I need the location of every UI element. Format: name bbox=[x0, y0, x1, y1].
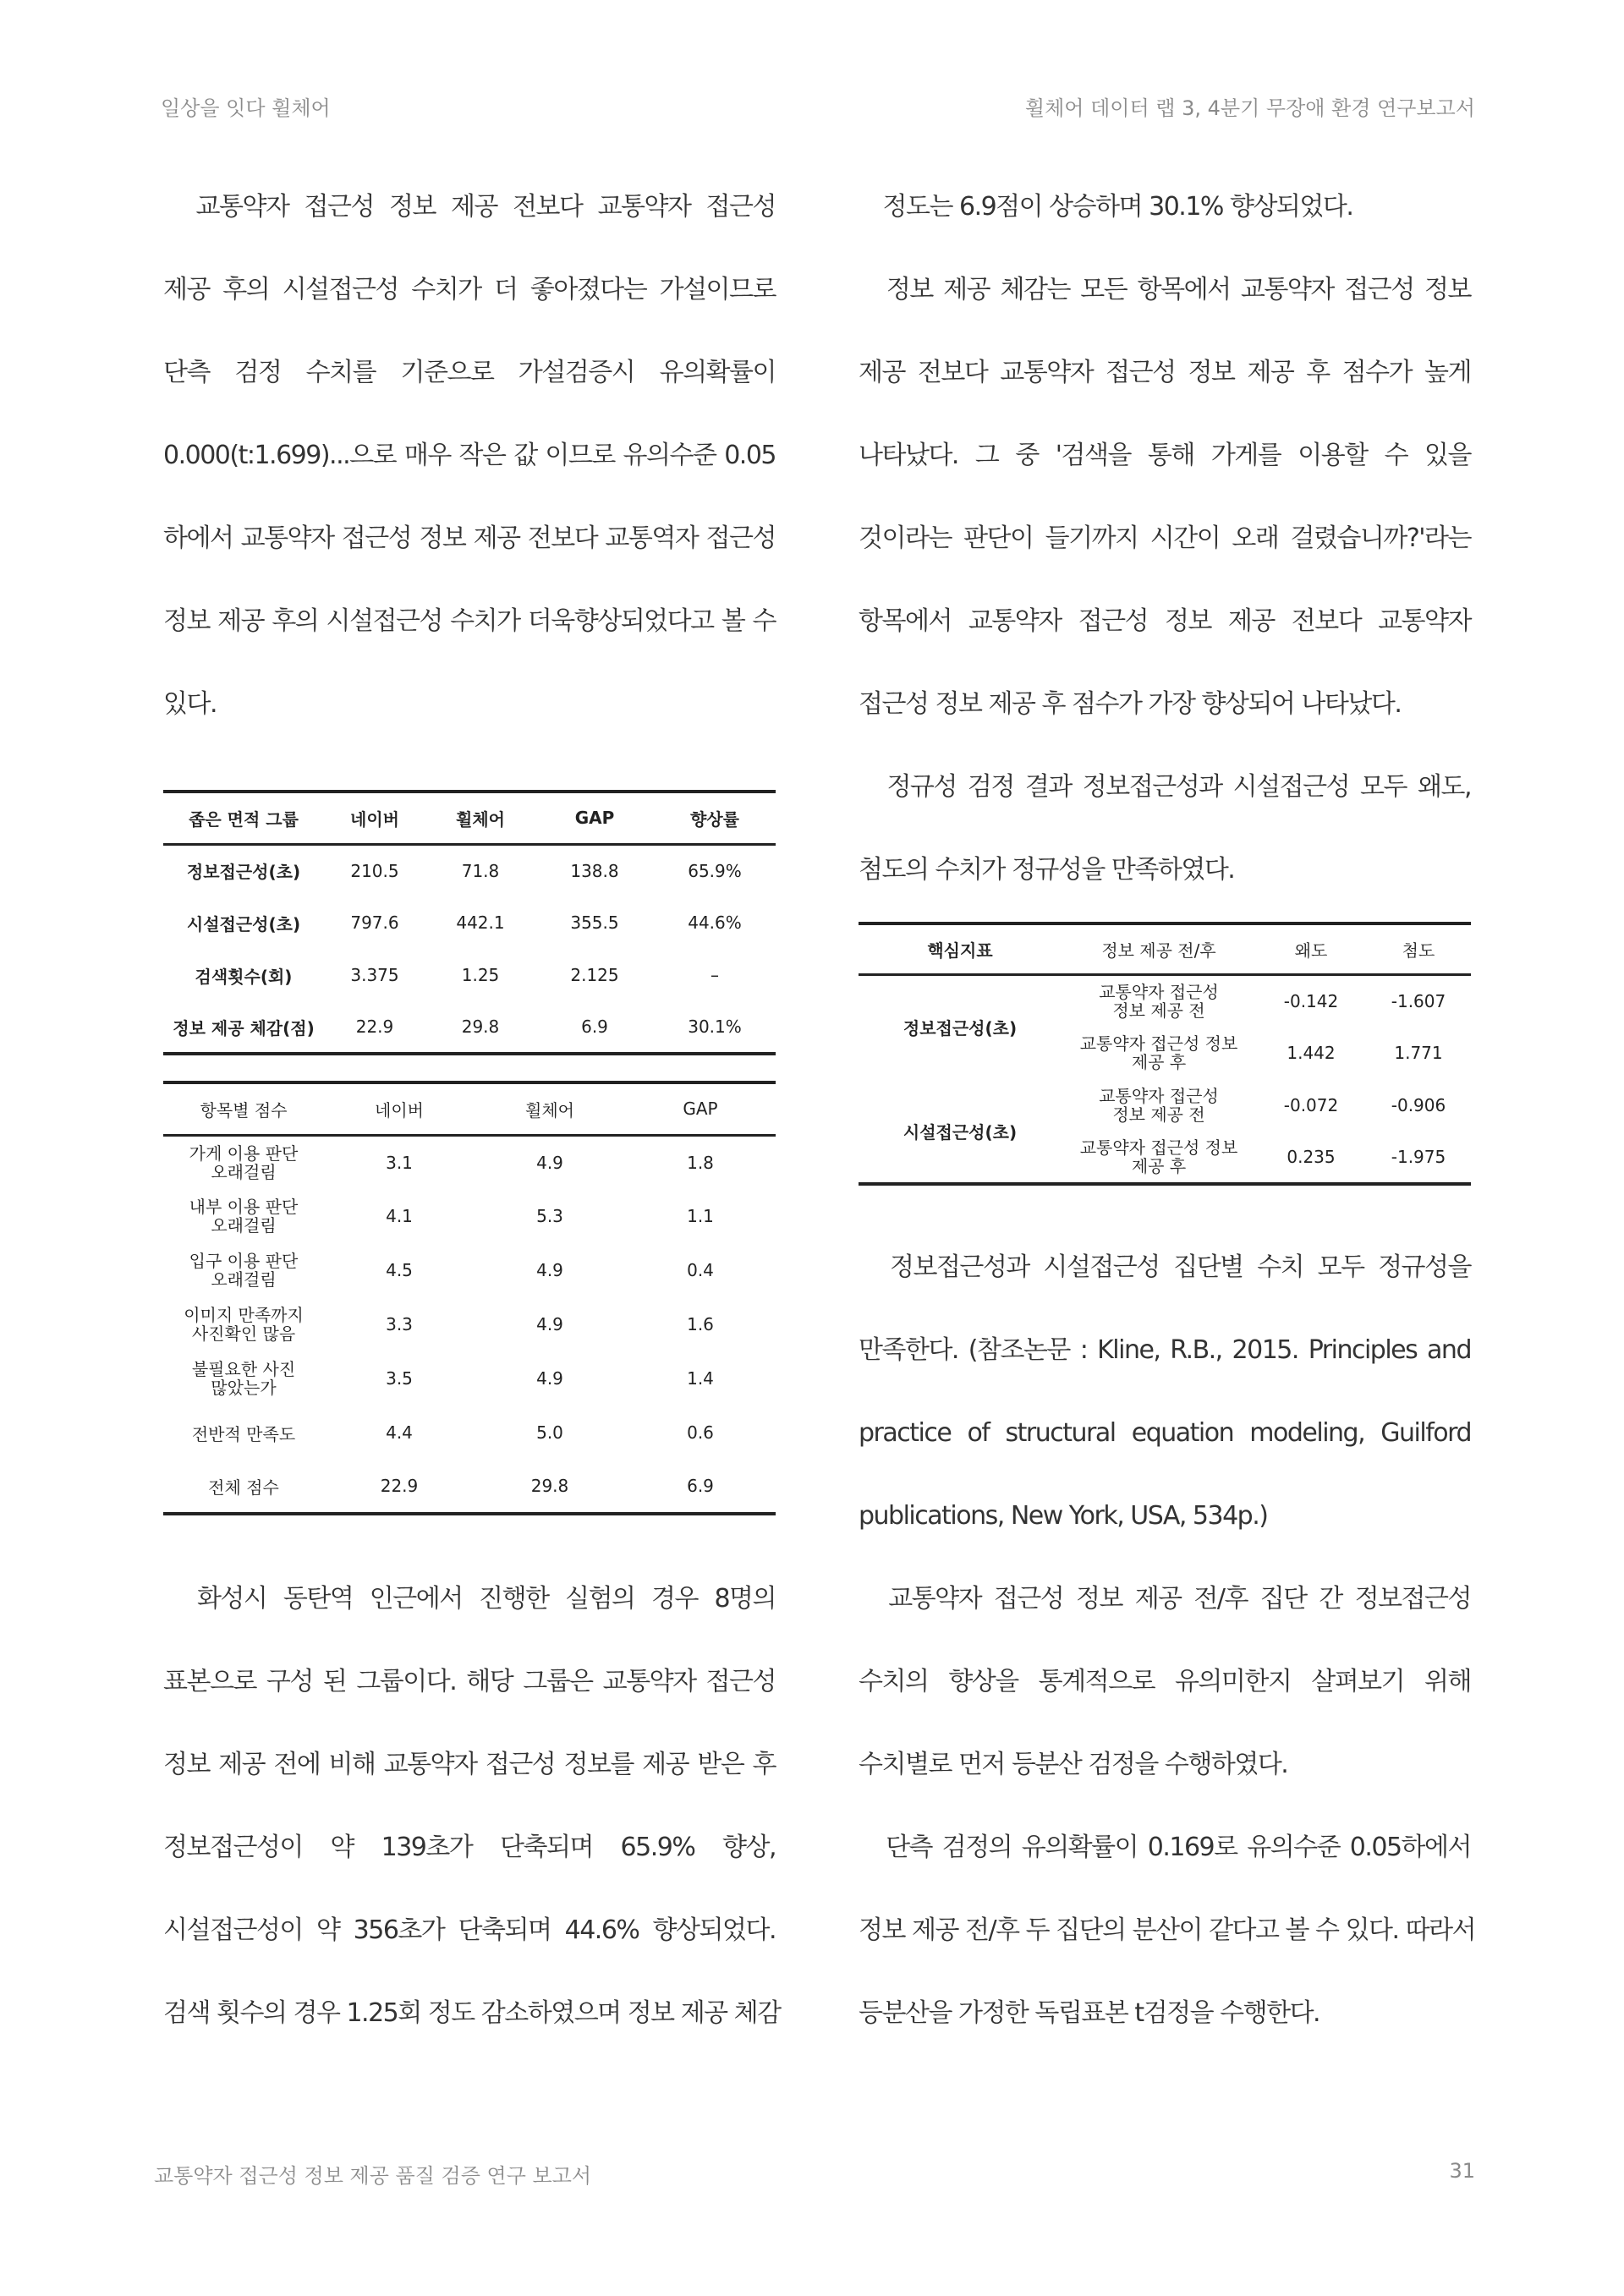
text-line: 것이라는 판단이 들기까지 시간이 오래 걸렸습니까?'라는 bbox=[859, 523, 1471, 553]
table-cell: 정보 제공 체감(점) bbox=[173, 1017, 315, 1038]
table-row bbox=[163, 1001, 776, 1054]
text-line: 단측 검정의 유의확률이 0.169로 유의수준 0.05하에서 bbox=[859, 1833, 1471, 1862]
text-line: 화성시 동탄역 인근에서 진행한 실험의 경우 8명의 bbox=[163, 1584, 776, 1614]
table-cell: 3.3 bbox=[386, 1314, 413, 1334]
cell-line: 가게 이용 판단 bbox=[189, 1143, 299, 1164]
table-header-cell: 정보 제공 전/후 bbox=[1062, 923, 1256, 974]
cell-line: 오래걸림 bbox=[211, 1215, 277, 1236]
cell-line: 교통약자 접근성 정보 bbox=[1079, 1137, 1238, 1158]
item-score-table bbox=[163, 1081, 776, 1515]
table-header-cell: 핵심지표 bbox=[859, 923, 1062, 974]
text-line: publications, New York, USA, 534p.) bbox=[859, 1501, 1268, 1531]
table-cell: 1.4 bbox=[687, 1368, 714, 1389]
table-cell bbox=[1062, 1132, 1256, 1184]
group-comparison-table bbox=[163, 790, 776, 1055]
table-cell: 4.9 bbox=[536, 1152, 563, 1173]
table-cell: 6.9 bbox=[581, 1016, 608, 1037]
table-cell: -0.072 bbox=[1283, 1095, 1339, 1115]
table-header-cell: GAP bbox=[625, 1082, 776, 1135]
table-cell: 1.6 bbox=[687, 1314, 714, 1334]
footer-title: 교통약자 접근성 정보 제공 품질 검증 연구 보고서 bbox=[154, 2164, 592, 2188]
table-cell: 1.771 bbox=[1394, 1043, 1443, 1063]
table-row bbox=[163, 1460, 776, 1514]
table-cell: 355.5 bbox=[570, 912, 619, 933]
text-line: 첨도의 수치가 정규성을 만족하였다. bbox=[859, 855, 1235, 885]
table-cell: 정보접근성(초) bbox=[903, 1018, 1018, 1039]
table-row bbox=[859, 1079, 1471, 1132]
table-cell: 시설접근성(초) bbox=[186, 913, 301, 934]
text-line: 접근성 정보 제공 후 점수가 가장 향상되어 나타났다. bbox=[859, 689, 1402, 719]
table-header-cell: 네이버 bbox=[324, 1082, 475, 1135]
table-cell: 정보접근성(초) bbox=[186, 862, 301, 883]
text-line: practice of structural equation modeling, Guilford bbox=[859, 1418, 1471, 1448]
text-line: 단측 검정 수치를 기준으로 가설검증시 유의확률이 bbox=[163, 358, 776, 387]
text-line: 0.000(t:1.699)...으로 매우 작은 값 이므로 유의수준 0.05 bbox=[163, 441, 776, 470]
cell-line: 많았는가 bbox=[211, 1378, 277, 1398]
right-paragraph-1 bbox=[859, 166, 1471, 249]
table-cell: -0.906 bbox=[1391, 1095, 1446, 1115]
table-header-row bbox=[163, 792, 776, 844]
text-line: 정도는 6.9점이 상승하며 30.1% 향상되었다. bbox=[859, 192, 1353, 222]
table-row bbox=[163, 1351, 776, 1406]
cell-line: 내부 이용 판단 bbox=[189, 1197, 299, 1217]
text-line: 검색 횟수의 경우 1.25회 정도 감소하였으며 정보 제공 체감 bbox=[163, 1998, 781, 2028]
cell-line: 정보 제공 전 bbox=[1112, 1104, 1205, 1125]
table-cell: 1.25 bbox=[461, 965, 500, 985]
right-paragraph-5 bbox=[859, 1558, 1471, 1806]
table-cell: 검색횟수(회) bbox=[195, 966, 293, 987]
text-line: 등분산을 가정한 독립표본 t검정을 수행한다. bbox=[859, 1998, 1320, 2028]
table-cell: 22.9 bbox=[355, 1016, 394, 1037]
table-cell: 138.8 bbox=[570, 860, 619, 881]
table-cell: 3.1 bbox=[386, 1152, 413, 1173]
table-cell bbox=[163, 1189, 324, 1243]
table-cell: 4.9 bbox=[536, 1314, 563, 1334]
table-cell: 4.9 bbox=[536, 1260, 563, 1280]
table-row bbox=[163, 1189, 776, 1243]
text-line: 정보접근성이 약 139초가 단축되며 65.9% 향상, bbox=[163, 1833, 776, 1862]
cell-line: 제공 후 bbox=[1131, 1052, 1187, 1072]
text-line: 있다. bbox=[163, 689, 217, 719]
table-cell: 0.235 bbox=[1287, 1147, 1336, 1167]
table-cell: 1.442 bbox=[1287, 1043, 1336, 1063]
table-header-cell: 휠체어 bbox=[425, 792, 535, 844]
table-cell: 30.1% bbox=[688, 1016, 742, 1037]
table-cell: 1.1 bbox=[687, 1206, 714, 1226]
table-header-row bbox=[163, 1082, 776, 1135]
text-line: 정보 제공 전/후 두 집단의 분산이 같다고 볼 수 있다. 따라서 bbox=[859, 1915, 1476, 1945]
text-line: 정규성 검정 결과 정보접근성과 시설접근성 모두 왜도, bbox=[859, 772, 1471, 802]
left-paragraph-1 bbox=[163, 166, 776, 746]
table-cell: 3.5 bbox=[386, 1368, 413, 1389]
table-cell: -1.975 bbox=[1391, 1147, 1446, 1167]
cell-line: 교통약자 접근성 정보 bbox=[1079, 1033, 1238, 1054]
right-paragraph-2 bbox=[859, 249, 1471, 746]
normality-test-table bbox=[859, 922, 1471, 1186]
table-header-cell: 네이버 bbox=[324, 792, 425, 844]
text-line: 정보접근성과 시설접근성 집단별 수치 모두 정규성을 bbox=[859, 1252, 1471, 1282]
cell-line: 교통약자 접근성 bbox=[1099, 981, 1219, 1002]
table-cell: 시설접근성(초) bbox=[903, 1121, 1018, 1143]
table-cell: 4.4 bbox=[386, 1422, 413, 1443]
table-cell: 5.3 bbox=[536, 1206, 563, 1226]
cell-line: 사진확인 많음 bbox=[191, 1323, 296, 1344]
table-header-cell: 첨도 bbox=[1366, 923, 1471, 974]
table-header-cell: 왜도 bbox=[1256, 923, 1366, 974]
table-cell: 5.0 bbox=[536, 1422, 563, 1443]
table-cell: 전체 점수 bbox=[208, 1477, 279, 1498]
right-paragraph-4 bbox=[859, 1226, 1471, 1558]
table-cell: 29.8 bbox=[530, 1476, 569, 1496]
table-cell: 4.9 bbox=[536, 1368, 563, 1389]
table-header-cell: 좁은 면적 그룹 bbox=[163, 792, 324, 844]
text-line: 수치별로 먼저 등분산 검정을 수행하였다. bbox=[859, 1750, 1288, 1779]
text-line: 만족한다. (참조논문 : Kline, R.B., 2015. Principles and bbox=[859, 1335, 1471, 1365]
cell-line: 제공 후 bbox=[1131, 1156, 1187, 1176]
text-line: 교통약자 접근성 정보 제공 전보다 교통약자 접근성 bbox=[163, 192, 776, 222]
table-cell: 71.8 bbox=[461, 860, 500, 881]
text-line: 정보 제공 후의 시설접근성 수치가 더욱향상되었다고 볼 수 bbox=[163, 606, 776, 636]
right-paragraph-6 bbox=[859, 1806, 1476, 2055]
cell-line: 정보 제공 전 bbox=[1112, 1000, 1205, 1021]
cell-line: 이미지 만족까지 bbox=[184, 1305, 304, 1325]
table-cell: 210.5 bbox=[350, 860, 399, 881]
cell-line: 교통약자 접근성 bbox=[1099, 1086, 1219, 1106]
table-cell: 4.5 bbox=[386, 1260, 413, 1280]
text-line: 나타났다. 그 중 '검색을 통해 가게를 이용할 수 있을 bbox=[859, 441, 1471, 470]
table-header-cell: 향상률 bbox=[654, 792, 776, 844]
cell-line: 불필요한 사진 bbox=[191, 1359, 296, 1379]
table-header-cell: 휠체어 bbox=[475, 1082, 625, 1135]
text-line: 수치의 향상을 통계적으로 유의미한지 살펴보기 위해 bbox=[859, 1667, 1471, 1696]
left-paragraph-2 bbox=[163, 1558, 781, 2055]
table-cell bbox=[1062, 974, 1256, 1027]
table-cell: 22.9 bbox=[380, 1476, 419, 1496]
text-line: 제공 후의 시설접근성 수치가 더 좋아졌다는 가설이므로 bbox=[163, 275, 776, 304]
table-cell bbox=[1062, 1027, 1256, 1079]
text-line: 하에서 교통약자 접근성 정보 제공 전보다 교통역자 접근성 bbox=[163, 523, 776, 553]
right-paragraph-3 bbox=[859, 746, 1471, 912]
table-cell: – bbox=[710, 965, 719, 985]
table-header-cell: GAP bbox=[535, 792, 654, 844]
table-row bbox=[859, 974, 1471, 1027]
text-line: 제공 전보다 교통약자 접근성 정보 제공 후 점수가 높게 bbox=[859, 358, 1471, 387]
table-row bbox=[163, 1243, 776, 1297]
running-header-right: 휠체어 데이터 랩 3, 4분기 무장애 환경 연구보고서 bbox=[1024, 96, 1475, 120]
table-row bbox=[163, 949, 776, 1001]
cell-line: 오래걸림 bbox=[211, 1161, 277, 1182]
table-cell: 0.4 bbox=[687, 1260, 714, 1280]
text-line: 정보 제공 체감는 모든 항목에서 교통약자 접근성 정보 bbox=[859, 275, 1471, 304]
table-cell: 65.9% bbox=[688, 860, 742, 881]
table-row bbox=[163, 896, 776, 949]
table-cell: -1.607 bbox=[1391, 990, 1446, 1011]
table-row bbox=[163, 1297, 776, 1351]
cell-line: 오래걸림 bbox=[211, 1269, 277, 1290]
table-cell: 797.6 bbox=[350, 912, 399, 933]
cell-line: 입구 이용 판단 bbox=[189, 1251, 299, 1271]
table-cell: 1.8 bbox=[687, 1152, 714, 1173]
text-line: 교통약자 접근성 정보 제공 전/후 집단 간 정보접근성 bbox=[859, 1584, 1471, 1614]
table-cell: 2.125 bbox=[570, 965, 619, 985]
running-header-left: 일상을 잇다 휠체어 bbox=[161, 96, 331, 120]
table-cell: 전반적 만족도 bbox=[191, 1423, 296, 1444]
table-cell bbox=[163, 1351, 324, 1406]
table-cell bbox=[163, 1135, 324, 1189]
text-line: 정보 제공 전에 비해 교통약자 접근성 정보를 제공 받은 후 bbox=[163, 1750, 776, 1779]
table-row bbox=[163, 844, 776, 896]
table-header-row bbox=[859, 923, 1471, 974]
table-cell: 4.1 bbox=[386, 1206, 413, 1226]
table-cell: 6.9 bbox=[687, 1476, 714, 1496]
table-cell bbox=[1062, 1079, 1256, 1132]
table-cell: 44.6% bbox=[688, 912, 742, 933]
table-cell: 442.1 bbox=[456, 912, 505, 933]
text-line: 시설접근성이 약 356초가 단축되며 44.6% 향상되었다. bbox=[163, 1915, 776, 1945]
table-cell: -0.142 bbox=[1283, 990, 1339, 1011]
table-row bbox=[163, 1135, 776, 1189]
text-line: 항목에서 교통약자 접근성 정보 제공 전보다 교통약자 bbox=[859, 606, 1471, 636]
table-cell: 0.6 bbox=[687, 1422, 714, 1443]
table-cell: 3.375 bbox=[350, 965, 399, 985]
page-number: 31 bbox=[1449, 2159, 1475, 2183]
table-cell bbox=[163, 1243, 324, 1297]
table-cell: 29.8 bbox=[461, 1016, 500, 1037]
table-header-cell: 항목별 점수 bbox=[163, 1082, 324, 1135]
table-cell bbox=[163, 1297, 324, 1351]
table-row bbox=[163, 1406, 776, 1460]
text-line: 표본으로 구성 된 그룹이다. 해당 그룹은 교통약자 접근성 bbox=[163, 1667, 776, 1696]
